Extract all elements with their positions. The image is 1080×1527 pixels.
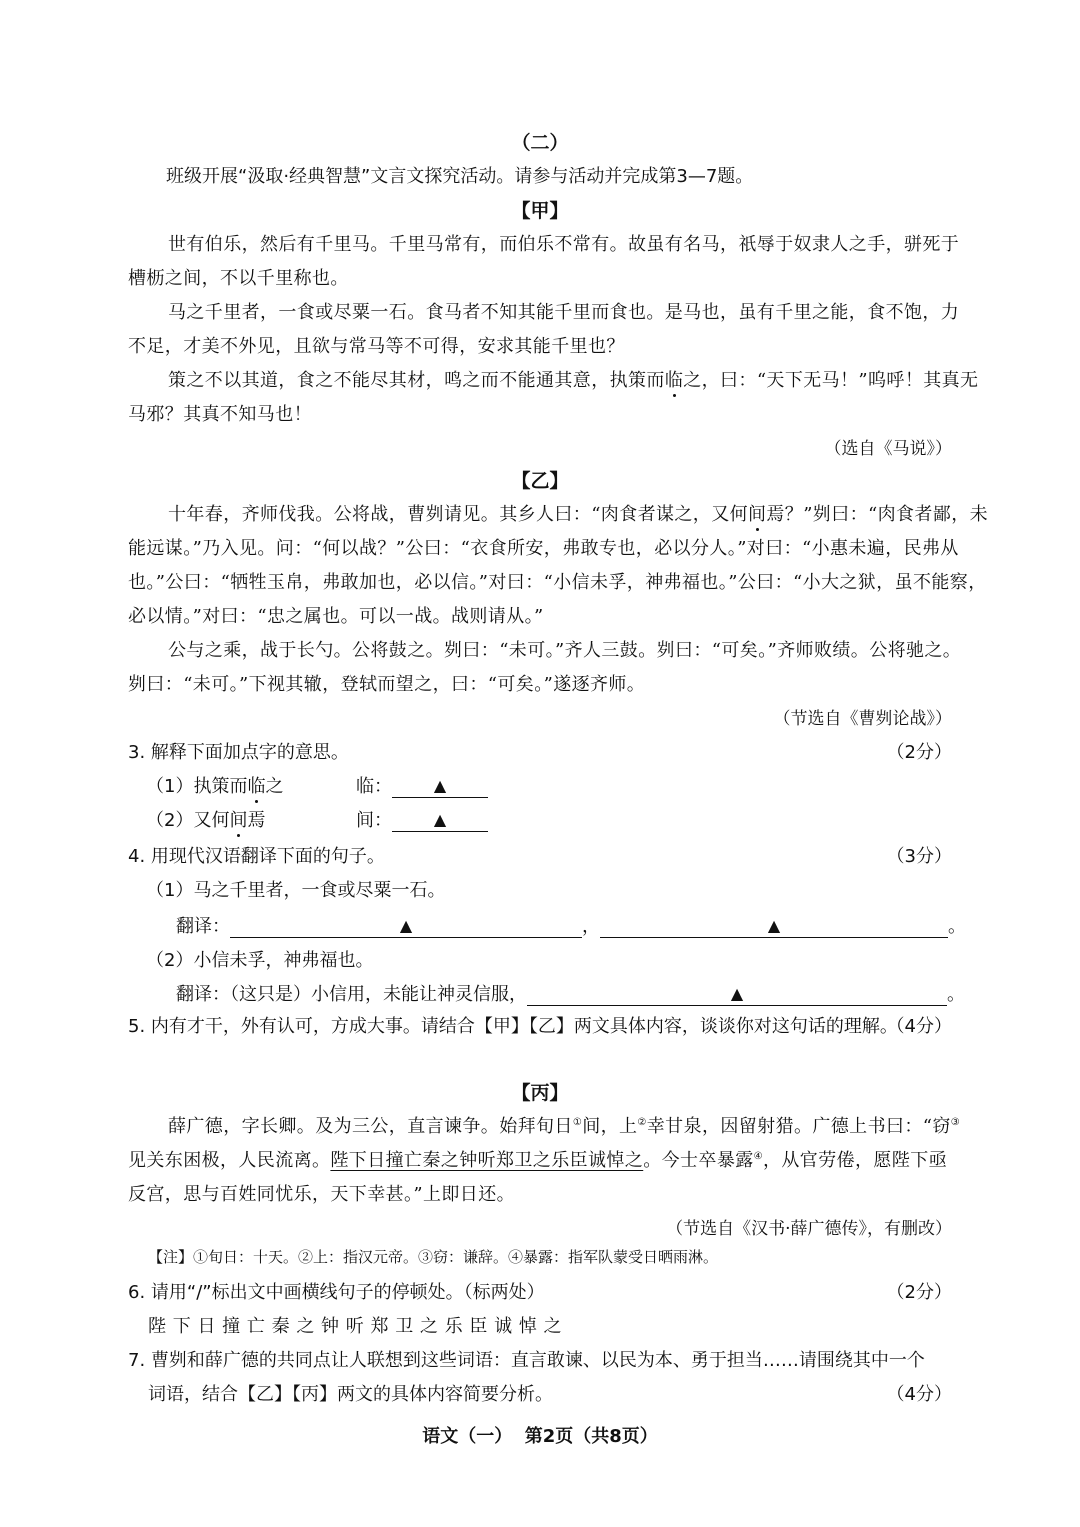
- q3-answer1-blank[interactable]: [392, 775, 488, 798]
- bing-line3: 反宫，思与百姓同忧乐，天下幸甚。”上即日还。: [128, 1184, 515, 1205]
- bing-line2: [128, 1146, 947, 1172]
- jia-source: （选自《马说》）: [824, 439, 952, 459]
- jia-p3-line1: [168, 366, 978, 392]
- triangle-icon: ▲: [433, 776, 447, 795]
- bing-seg6: ，从官劳倦，愿陛下亟: [763, 1150, 947, 1171]
- note-mark-2: ②: [637, 1117, 647, 1128]
- q3-answer2-label: 间：: [356, 810, 392, 831]
- yi-source: （节选自《曹刿论战》）: [773, 709, 952, 729]
- note-mark-3: ③: [950, 1117, 961, 1128]
- q3-item2: [146, 806, 265, 832]
- jia-p3-line2: 马邪？其真不知马也！: [128, 404, 312, 425]
- q3-score: （2分）: [886, 742, 952, 763]
- q3-item2-post: 焉: [247, 810, 266, 831]
- q5-score: （4分）: [886, 1016, 952, 1037]
- page-footer: 语文（一） 第2页（共8页）: [422, 1426, 658, 1447]
- bing-seg5: 。今士卒暴露: [643, 1150, 754, 1171]
- q4-trans2-blank[interactable]: [527, 983, 947, 1006]
- q5-stem: 5. 内有才干，外有认可，方成大事。请结合【甲】【乙】两文具体内容，谈谈你对这句话的理解。: [128, 1016, 898, 1037]
- q3-stem: 3. 解释下面加点字的意思。: [128, 742, 349, 763]
- bing-title: 【丙】: [511, 1082, 569, 1104]
- q4-trans1-blank-a[interactable]: [230, 915, 582, 938]
- bing-seg2: 间，上: [582, 1116, 638, 1137]
- q4-trans2-prefix: 翻译：（这只是）小信用，未能让神灵信服，: [176, 984, 527, 1005]
- yi-p2-line2: 刿曰：“未可。”下视其辙，登轼而望之，曰：“可矣。”遂逐齐师。: [128, 674, 646, 695]
- jia-p1-line1: 世有伯乐，然后有千里马。千里马常有，而伯乐不常有。故虽有名马，祇辱于奴隶人之手，骈死于: [168, 234, 960, 255]
- q3-item1-pre: （1）执策而: [146, 776, 248, 797]
- yi-p1-line4: 必以情。”对曰：“忠之属也。可以一战。战则请从。”: [128, 606, 544, 627]
- dotted-char-jian-q: 间: [229, 810, 248, 831]
- q7-stem-line2: 词语，结合【乙】【丙】两文的具体内容简要分析。: [148, 1384, 553, 1405]
- bing-seg1: 薛广德，字长卿。及为三公，直言谏争。始拜旬日: [168, 1116, 573, 1137]
- bing-line1: [168, 1112, 960, 1138]
- q4-item1: （1）马之千里者，一食或尽粟一石。: [146, 880, 446, 901]
- yi-p1-seg1: 十年春，齐师伐我。公将战，曹刿请见。其乡人曰：“肉食者谋之，又何: [168, 504, 748, 525]
- yi-p1-line3: 也。”公曰：“牺牲玉帛，弗敢加也，必以信。”对曰：“小信未孚，神弗福也。”公曰：“小大之狱，虽不能察，: [128, 572, 987, 593]
- yi-p1-seg2: 焉？”刿曰：“肉食者鄙，未: [766, 504, 989, 525]
- bing-seg4: 见关东困极，人民流离。: [128, 1150, 331, 1171]
- dotted-char-lin: 临: [664, 370, 684, 391]
- q3-answer2: [356, 806, 488, 832]
- q3-item2-pre: （2）又何: [146, 810, 230, 831]
- note-mark-4: ④: [753, 1151, 763, 1162]
- jia-p3-seg1: 策之不以其道，食之不能尽其材，鸣之而不能通其意，执策而: [168, 370, 665, 391]
- yi-p1-line2: 能远谋。”乃入见。问：“何以战？”公曰：“衣食所安，弗敢专也，必以分人。”对曰：“小惠未遍，民弗从: [128, 538, 959, 559]
- yi-title: 【乙】: [511, 470, 569, 492]
- jia-p2-line2: 不足，才美不外见，且欲与常马等不可得，安求其能千里也？: [128, 336, 625, 357]
- underlined-sentence: 陛下日撞亡秦之钟听郑卫之乐臣诚悼之: [330, 1150, 644, 1171]
- bing-note: 【注】①旬日：十天。②上：指汉元帝。③窃：谦辞。④暴露：指军队蒙受日晒雨淋。: [148, 1248, 719, 1266]
- note-mark-1: ①: [572, 1117, 583, 1128]
- q4-score: （3分）: [886, 846, 952, 867]
- bing-source: （节选自《汉书·薛广德传》，有删改）: [666, 1219, 952, 1239]
- q6-score: （2分）: [886, 1282, 952, 1303]
- section-title: （二）: [511, 132, 569, 154]
- jia-p3-seg2: 之，曰：“天下无马！”呜呼！其真无: [683, 370, 979, 391]
- triangle-icon: ▲: [399, 916, 413, 935]
- q6-sentence[interactable]: 陛 下 日 撞 亡 秦 之 钟 听 郑 卫 之 乐 臣 诚 悼 之: [148, 1316, 563, 1337]
- q6-stem: 6. 请用“/”标出文中画横线句子的停顿处。（标两处）: [128, 1282, 545, 1303]
- dotted-char-lin-q: 临: [247, 776, 266, 797]
- intro-text: 班级开展“汲取·经典智慧”文言文探究活动。请参与活动并完成第3—7题。: [166, 166, 754, 187]
- q4-period2: 。: [947, 984, 965, 1005]
- q4-comma: ，: [582, 916, 600, 937]
- q4-translation1: [176, 912, 966, 938]
- jia-title: 【甲】: [511, 200, 569, 222]
- q4-trans1-blank-b[interactable]: [600, 915, 948, 938]
- q4-item2: （2）小信未孚，神弗福也。: [146, 950, 374, 971]
- q3-answer2-blank[interactable]: [392, 809, 488, 832]
- q7-score: （4分）: [886, 1384, 952, 1405]
- dotted-char-jian: 间: [748, 504, 767, 525]
- q3-answer1: [356, 772, 488, 798]
- q3-answer1-label: 临：: [356, 776, 392, 797]
- q4-stem: 4. 用现代汉语翻译下面的句子。: [128, 846, 385, 867]
- triangle-icon: ▲: [730, 984, 744, 1003]
- triangle-icon: ▲: [433, 810, 447, 829]
- jia-p2-line1: 马之千里者，一食或尽粟一石。食马者不知其能千里而食也。是马也，虽有千里之能，食不饱，力: [168, 302, 960, 323]
- q4-trans1-label: 翻译：: [176, 916, 230, 937]
- q4-translation2: [176, 980, 965, 1006]
- q7-stem-line1: 7. 曹刿和薛广德的共同点让人联想到这些词语：直言敢谏、以民为本、勇于担当……请围绕其中一个: [128, 1350, 925, 1371]
- jia-p1-line2: 槽枥之间，不以千里称也。: [128, 268, 349, 289]
- triangle-icon: ▲: [767, 916, 781, 935]
- bing-seg3: 幸甘泉，因留射猎。广德上书曰：“窃: [646, 1116, 951, 1137]
- q3-item1: [146, 772, 283, 798]
- q3-item1-post: 之: [265, 776, 284, 797]
- yi-p2-line1: 公与之乘，战于长勺。公将鼓之。刿曰：“未可。”齐人三鼓。刿曰：“可矣。”齐师败绩。公将驰之。: [168, 640, 962, 661]
- yi-p1-line1: [168, 500, 988, 526]
- q4-period1: 。: [948, 916, 966, 937]
